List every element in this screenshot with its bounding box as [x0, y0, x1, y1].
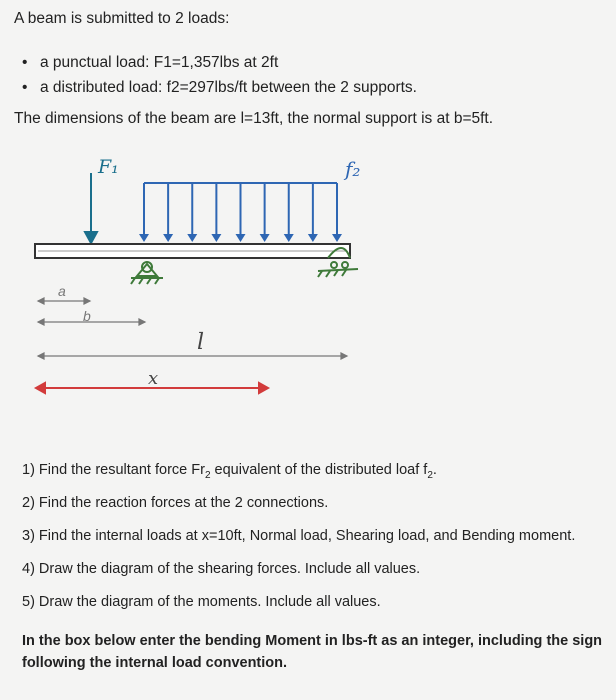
label-a: a: [58, 283, 66, 299]
pin-support: [131, 262, 163, 284]
f2-label: f₂: [345, 157, 361, 181]
distributed-arrow: [260, 183, 270, 242]
dimensions-text: The dimensions of the beam are l=13ft, the normal support is at b=5ft.: [14, 110, 494, 127]
question-4: 4) Draw the diagram of the shearing forces. Include all values.: [22, 561, 421, 577]
question-2: 2) Find the reaction forces at the 2 connections.: [22, 495, 329, 511]
distributed-arrow: [139, 183, 149, 242]
f1-label: F₁: [98, 156, 119, 178]
label-l: l: [197, 330, 205, 355]
distributed-arrows: [139, 183, 342, 242]
list-item: • a punctual load: F1=1,357lbs at 2ft: [20, 50, 417, 75]
list-item: • a distributed load: f2=297lbs/ft between the 2 supports.: [20, 75, 417, 100]
beam: [35, 244, 350, 258]
label-b: b: [83, 308, 91, 324]
load-list: [20, 50, 417, 100]
distributed-arrow: [236, 183, 246, 242]
f1-arrow: [85, 173, 97, 243]
distributed-arrow: [332, 183, 342, 242]
question-1: 1) Find the resultant force $Fr_2$ equivalent of the distributed loaf $f_2$.: [22, 462, 437, 481]
question-5: 5) Draw the diagram of the moments. Include all values.: [22, 594, 381, 610]
answer-instruction: In the box below enter the bending Moment in lbs-ft as an integer, including the sign following the internal load convention.: [22, 633, 603, 671]
distributed-arrow: [163, 183, 173, 242]
label-x: x: [148, 368, 159, 389]
intro-text: A beam is submitted to 2 loads:: [14, 10, 230, 27]
distributed-arrow: [284, 183, 294, 242]
question-3: 3) Find the internal loads at x=10ft, Normal load, Shearing load, and Bending moment.: [22, 528, 576, 544]
beam-diagram: [0, 140, 616, 410]
dimension-l: [38, 353, 347, 359]
dimension-b: [38, 319, 145, 325]
distributed-arrow: [187, 183, 197, 242]
question-list: [22, 460, 612, 625]
distributed-arrow: [211, 183, 221, 242]
distributed-arrow: [308, 183, 318, 242]
